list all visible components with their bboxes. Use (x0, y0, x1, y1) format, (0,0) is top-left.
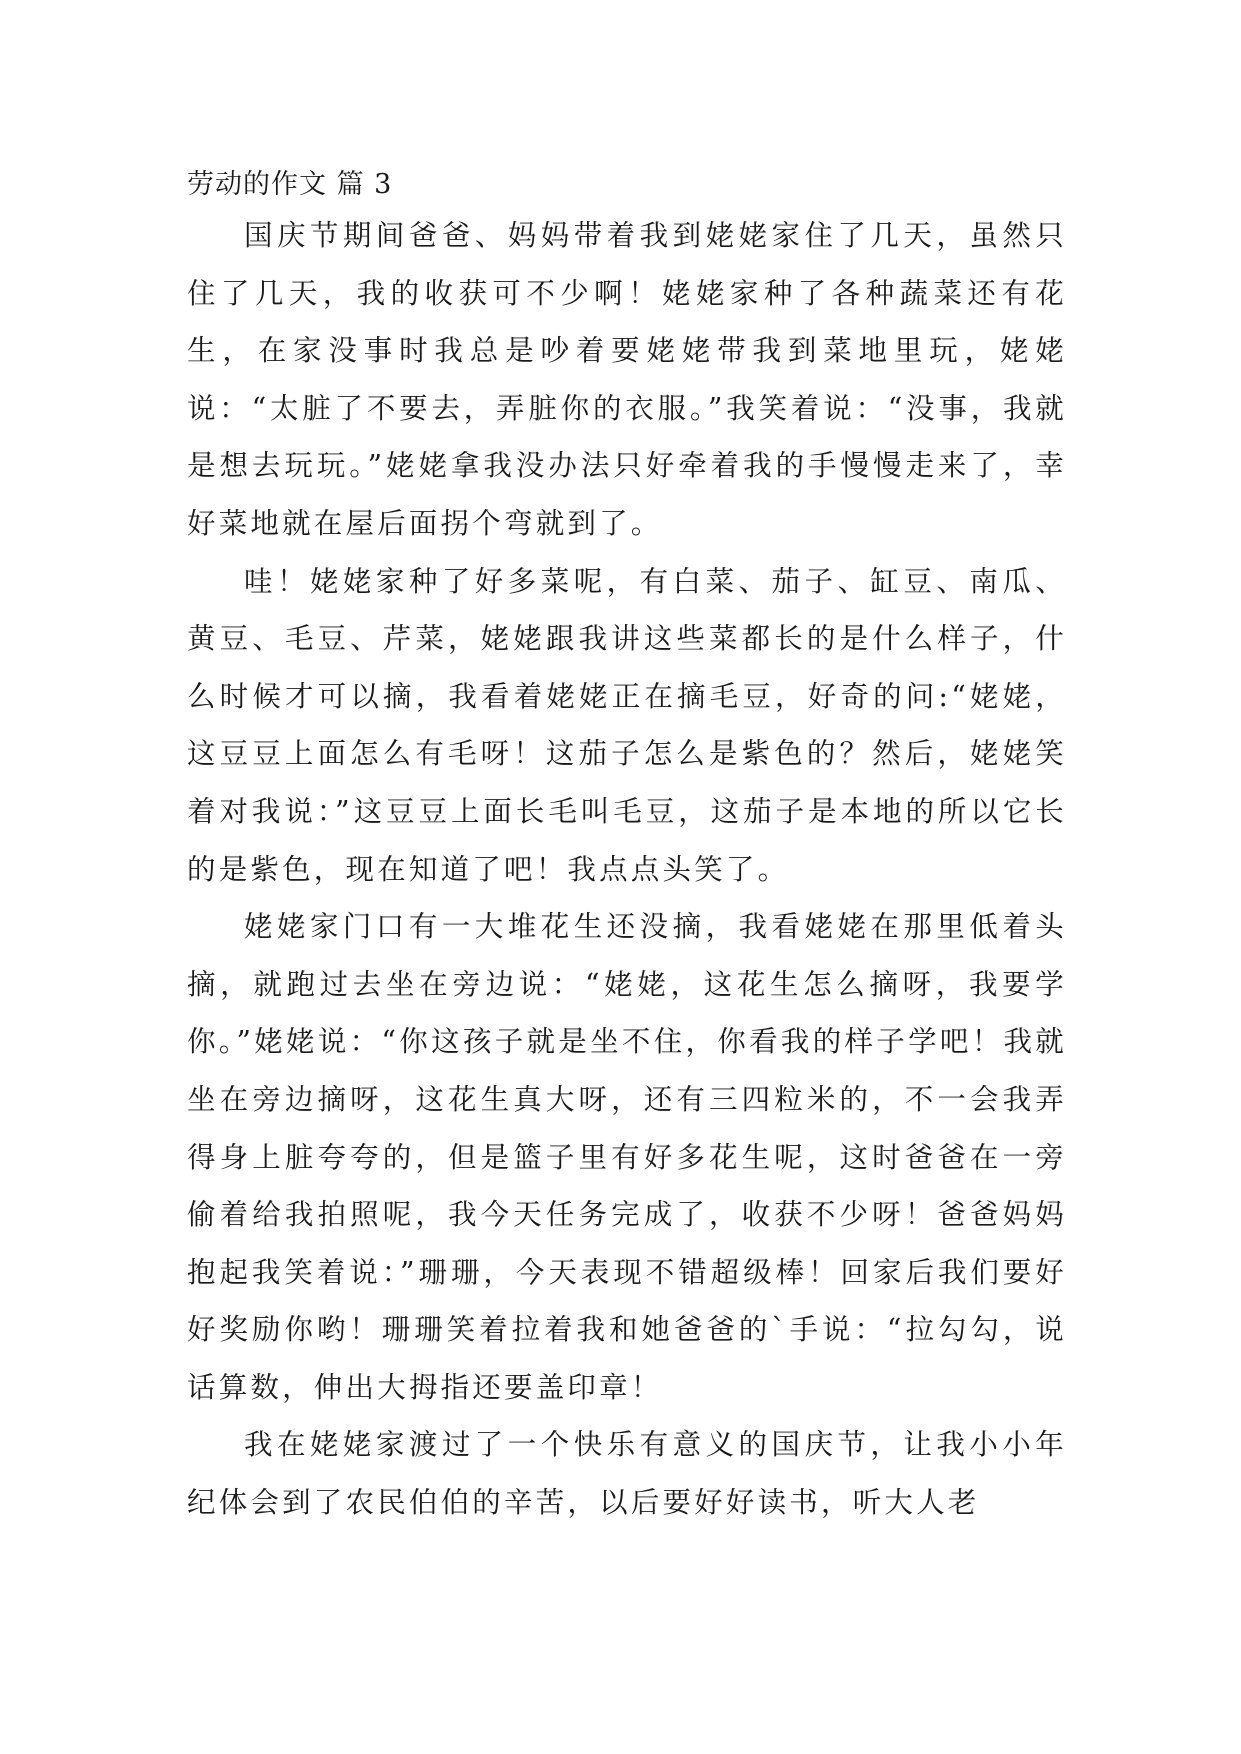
paragraph-2: 哇！姥姥家种了好多菜呢，有白菜、茄子、缸豆、南瓜、黄豆、毛豆、芹菜，姥姥跟我讲这些菜都长的是什么样子，什么时候才可以摘，我看着姥姥正在摘毛豆，好奇的问:“姥姥，这豆豆上面怎么有毛呀！这茄子怎么是紫色的？然后，姥姥笑着对我说：”这豆豆上面长毛叫毛豆，这茄子是本地的所以它长的是紫色，现在知道了吧！我点点头笑了。 (187, 564, 1067, 886)
document-body (187, 163, 1067, 1532)
paragraph-1: 国庆节期间爸爸、妈妈带着我到姥姥家住了几天，虽然只住了几天，我的收获可不少啊！姥姥家种了各种蔬菜还有花生，在家没事时我总是吵着要姥姥带我到菜地里玩，姥姥说：“太脏了不要去，弄脏你的衣服。”我笑着说：“没事，我就是想去玩玩。”姥姥拿我没办法只好牵着我的手慢慢走来了，幸好菜地就在屋后面拐个弯就到了。 (187, 219, 1067, 540)
paragraph-4: 我在姥姥家渡过了一个快乐有意义的国庆节，让我小小年纪体会到了农民伯伯的辛苦，以后要好好读书，听大人老 (187, 1428, 1067, 1520)
essay-title: 劳动的作文 篇 3 (187, 169, 393, 200)
paragraph-3: 姥姥家门口有一大堆花生还没摘，我看姥姥在那里低着头摘，就跑过去坐在旁边说：“姥姥，这花生怎么摘呀，我要学你。”姥姥说：“你这孩子就是坐不住，你看我的样子学吧！我就坐在旁边摘呀，这花生真大呀，还有三四粒米的，不一会我弄得身上脏夸夸的，但是篮子里有好多花生呢，这时爸爸在一旁偷着给我拍照呢，我今天任务完成了，收获不少呀！爸爸妈妈抱起我笑着说：”珊珊，今天表现不错超级棒！回家后我们要好好奖励你哟！珊珊笑着拉着我和她爸爸的`手说：“拉勾勾，说话算数，伸出大拇指还要盖印章！ (187, 910, 1067, 1404)
